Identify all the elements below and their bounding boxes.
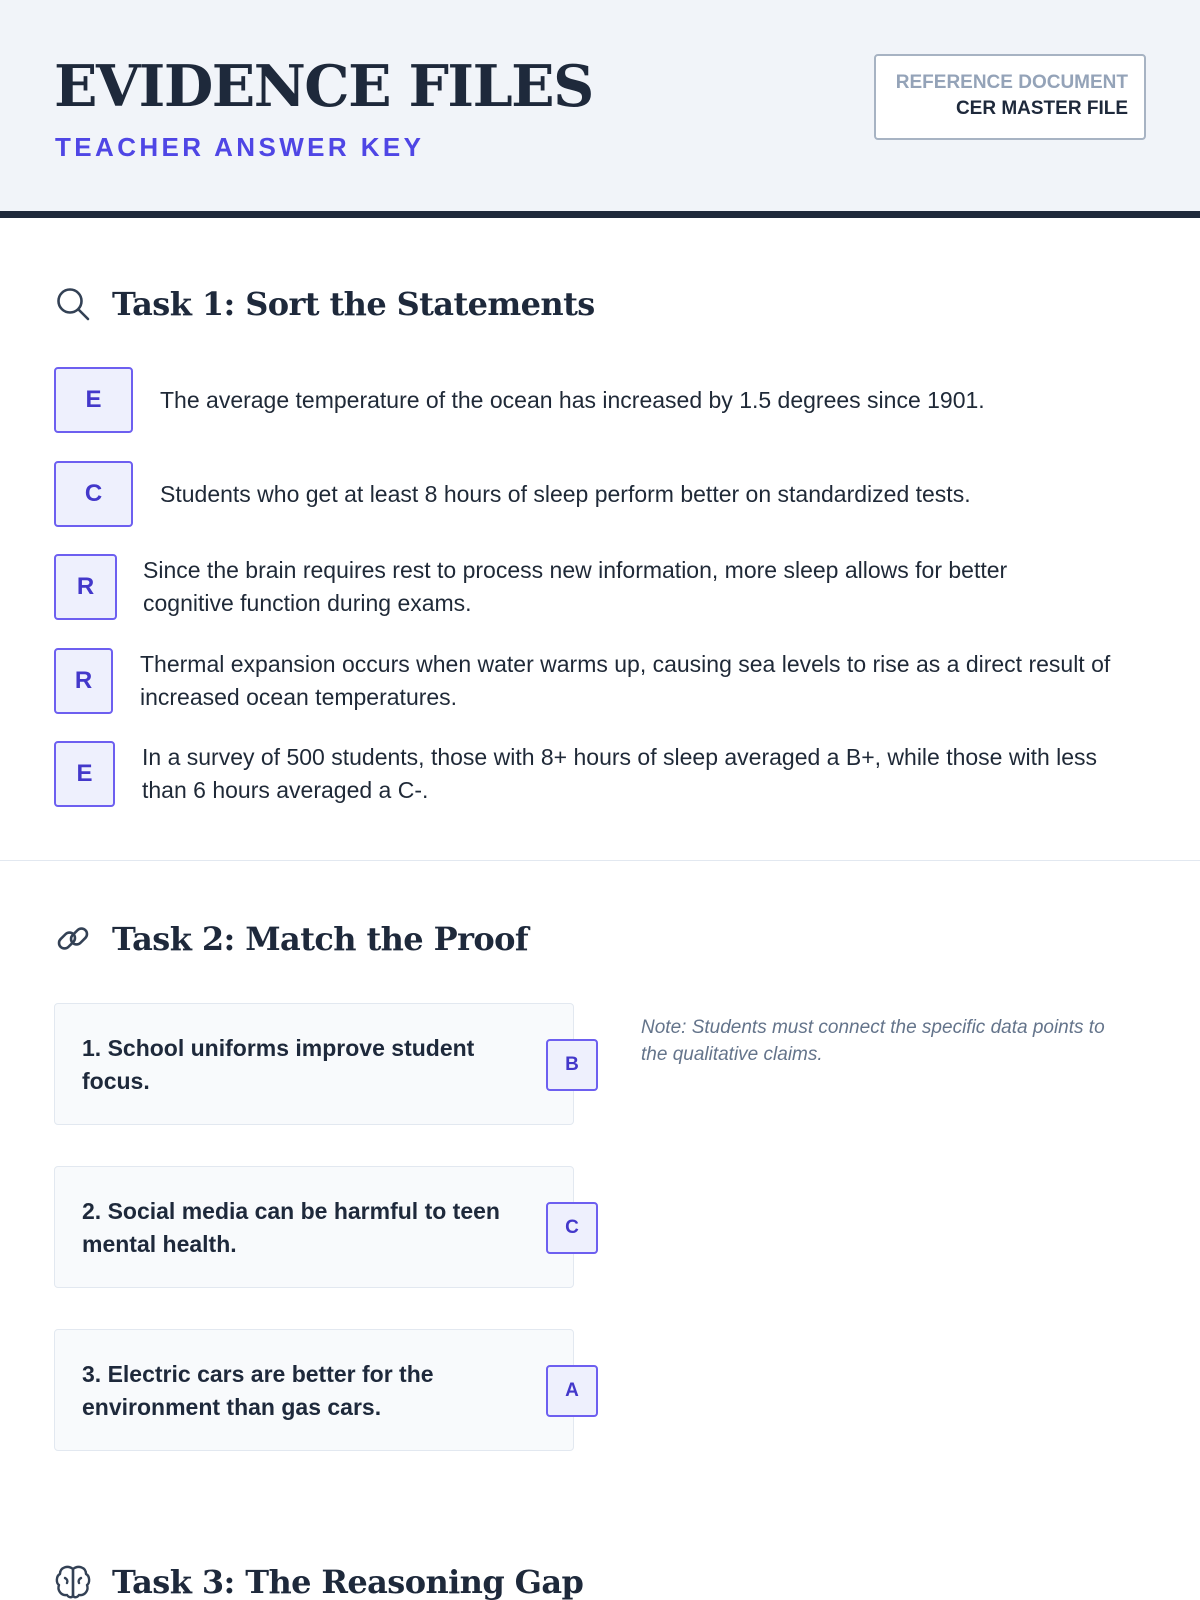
match-tag: A	[546, 1365, 598, 1417]
statement-row	[54, 741, 1142, 807]
document-header	[0, 0, 1200, 218]
page-subtitle: TEACHER ANSWER KEY	[55, 132, 425, 162]
page-title: EVIDENCE FILES	[54, 53, 593, 120]
claim-card	[54, 1166, 574, 1288]
claim-card	[54, 1003, 574, 1125]
task2-title: Task 2: Match the Proof	[112, 920, 528, 958]
teacher-note: Note: Students must connect the specific data points to the qualitative claims.	[641, 1017, 1105, 1065]
statement-text: Students who get at least 8 hours of sleep perform better on standardized tests.	[160, 480, 971, 507]
brain-icon	[54, 1563, 92, 1600]
match-tag: C	[546, 1202, 598, 1254]
statement-text: Thermal expansion occurs when water warms up, causing sea levels to rise as a direct result of increased ocean temperatures.	[140, 651, 1111, 710]
statement-tag: R	[54, 554, 117, 620]
statement-text: The average temperature of the ocean has increased by 1.5 degrees since 1901.	[160, 386, 985, 413]
search-icon	[54, 285, 92, 323]
statement-row	[54, 554, 1103, 620]
task3-title: Task 3: The Reasoning Gap	[112, 1563, 584, 1600]
match-tag: B	[546, 1039, 598, 1091]
reference-value: CER MASTER FILE	[955, 98, 1128, 119]
statement-row	[54, 367, 1160, 433]
statement-tag: R	[54, 648, 113, 714]
statement-row	[54, 461, 1160, 527]
statement-tag: C	[54, 461, 133, 527]
claim-card	[54, 1329, 574, 1451]
task1-title: Task 1: Sort the Statements	[112, 285, 595, 323]
claim-text: 1. School uniforms improve student focus.	[82, 1035, 475, 1094]
task1-heading	[54, 285, 595, 323]
statement-tag: E	[54, 367, 133, 433]
claim-text: 2. Social media can be harmful to teen mental health.	[82, 1198, 500, 1257]
task2-heading	[54, 920, 528, 958]
reference-kicker: REFERENCE DOCUMENT	[895, 72, 1128, 93]
statement-text: Since the brain requires rest to process new information, more sleep allows for better cognitive function during exams.	[143, 557, 1008, 616]
task3-heading	[54, 1563, 583, 1600]
reference-badge	[874, 54, 1146, 140]
statement-tag: E	[54, 741, 115, 807]
statement-row	[54, 648, 1125, 714]
section-divider	[0, 860, 1200, 861]
claim-text: 3. Electric cars are better for the environment than gas cars.	[82, 1361, 434, 1420]
statement-text: In a survey of 500 students, those with 8+ hours of sleep averaged a B+, while those with less than 6 hours averaged a C-.	[142, 744, 1098, 803]
link-icon	[54, 920, 92, 958]
